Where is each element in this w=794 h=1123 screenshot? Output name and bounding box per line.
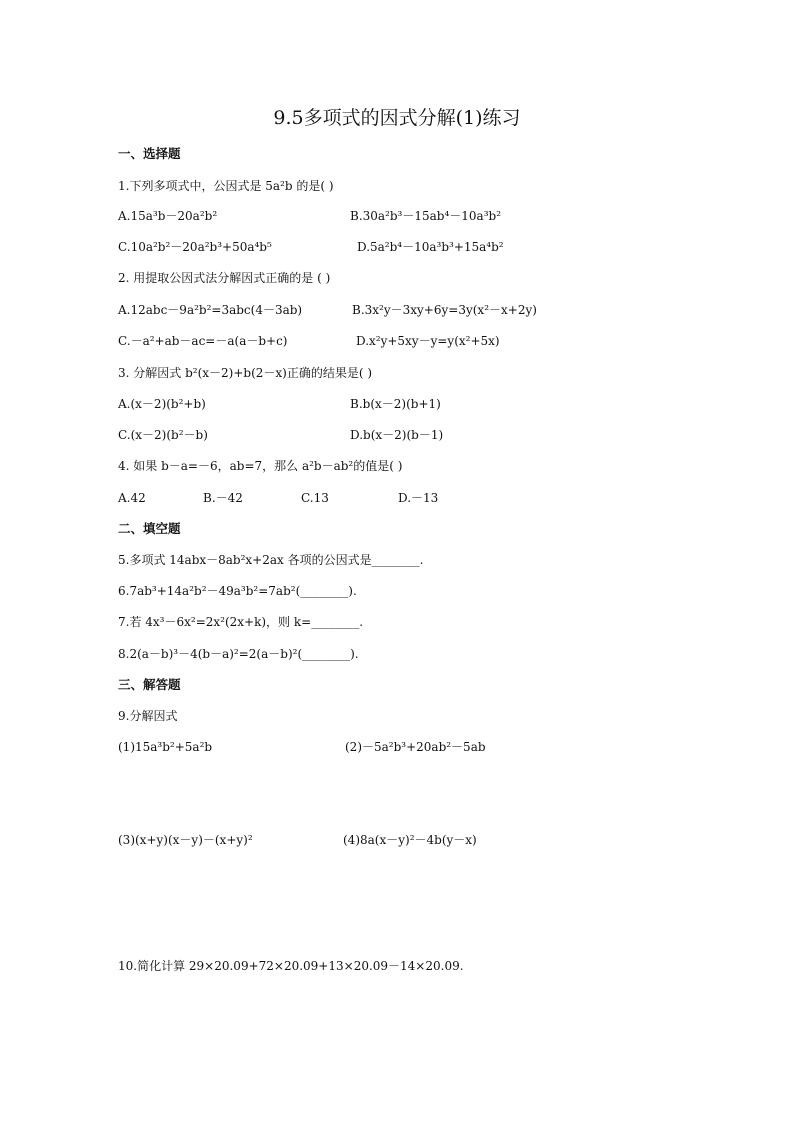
question-4-option-b: B.－42	[203, 491, 243, 505]
question-4-option-c: C.13	[301, 491, 329, 505]
section-fill-heading: 二、填空题	[118, 521, 181, 536]
question-5: 5.多项式 14abx－8ab²x+2ax 各项的公因式是________.	[118, 553, 424, 567]
question-6: 6.7ab³+14a²b²－49a³b²=7ab²(________).	[118, 584, 357, 598]
question-9-part-1: (1)15a³b²+5a²b	[118, 740, 213, 754]
question-1-option-b: B.30a²b³－15ab⁴－10a³b²	[350, 209, 502, 223]
question-4-option-d: D.－13	[398, 491, 439, 505]
question-3-stem: 3. 分解因式 b²(x－2)+b(2－x)正确的结果是( )	[118, 366, 373, 380]
question-8: 8.2(a－b)³－4(b－a)²=2(a－b)²(________).	[118, 647, 359, 661]
question-3-option-a: A.(x－2)(b²+b)	[118, 397, 206, 411]
question-2-option-a: A.12abc－9a²b²=3abc(4－3ab)	[118, 303, 303, 317]
question-1-stem: 1.下列多项式中，公因式是 5a²b 的是( )	[118, 179, 334, 193]
question-2-option-c: C.－a²+ab－ac=－a(a－b+c)	[118, 334, 288, 348]
section-choice-heading: 一、选择题	[118, 146, 181, 161]
question-2-stem: 2. 用提取公因式法分解因式正确的是 ( )	[118, 271, 331, 285]
question-9-stem: 9.分解因式	[118, 709, 178, 723]
question-10: 10.简化计算 29×20.09+72×20.09+13×20.09－14×20.09.	[118, 959, 464, 973]
question-2-option-d: D.x²y+5xy－y=y(x²+5x)	[356, 334, 500, 348]
question-2-option-b: B.3x²y－3xy+6y=3y(x²－x+2y)	[352, 303, 537, 317]
question-4-stem: 4. 如果 b－a=－6，ab=7，那么 a²b－ab²的值是( )	[118, 459, 403, 473]
question-1-option-c: C.10a²b²－20a²b³+50a⁴b⁵	[118, 240, 272, 254]
question-9-part-4: (4)8a(x－y)²－4b(y－x)	[343, 833, 477, 847]
question-3-option-b: B.b(x－2)(b+1)	[350, 397, 441, 411]
section-solve-heading: 三、解答题	[118, 677, 181, 692]
question-4-option-a: A.42	[118, 491, 146, 505]
question-7: 7.若 4x³－6x²=2x²(2x+k)，则 k=________.	[118, 615, 364, 629]
question-1-option-d: D.5a²b⁴－10a³b³+15a⁴b²	[357, 240, 504, 254]
question-3-option-d: D.b(x－2)(b－1)	[350, 428, 444, 442]
question-9-part-2: (2)－5a²b³+20ab²－5ab	[345, 740, 486, 754]
question-1-option-a: A.15a³b－20a²b²	[118, 209, 218, 223]
question-3-option-c: C.(x－2)(b²－b)	[118, 428, 208, 442]
page-title: 9.5多项式的因式分解(1)练习	[273, 107, 521, 129]
question-9-part-3: (3)(x+y)(x－y)－(x+y)²	[118, 833, 253, 847]
